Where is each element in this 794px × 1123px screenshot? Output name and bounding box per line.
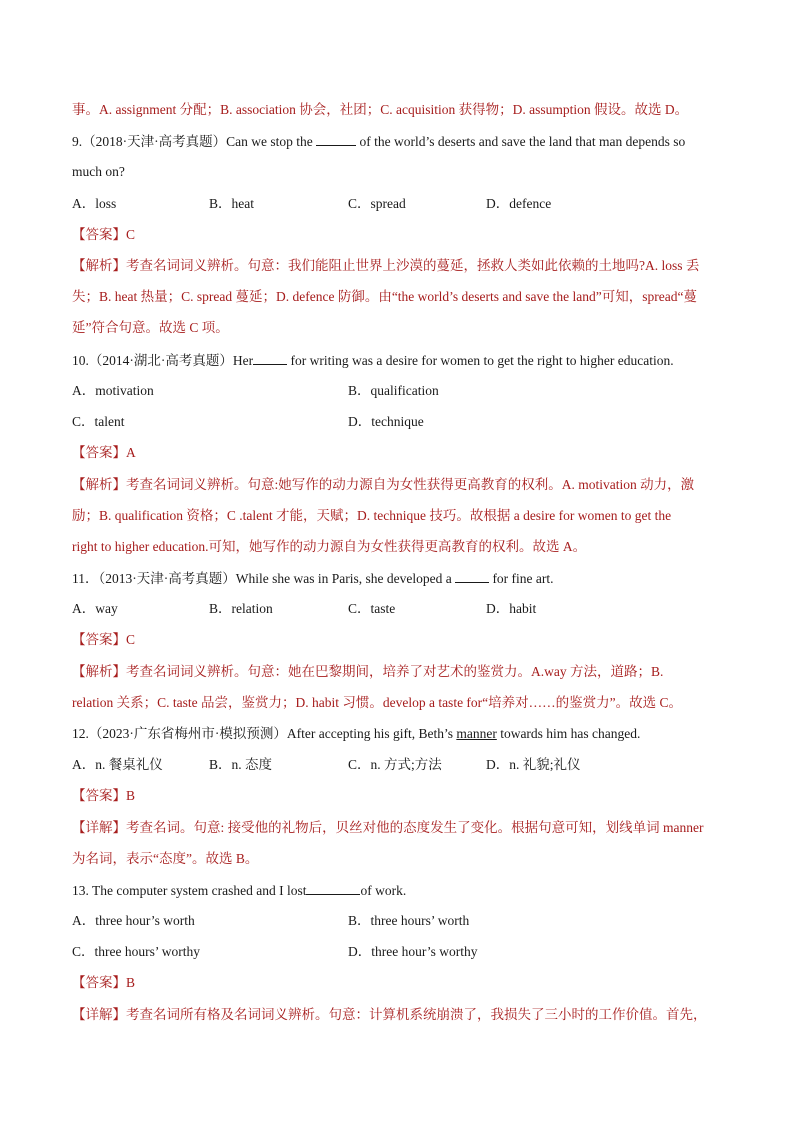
- q13-options-row2: [72, 942, 724, 962]
- q10-answer: 【答案】A: [72, 445, 136, 460]
- q13-options-row1: [72, 911, 724, 931]
- q11-stem: 11．（2013·天津·高考真题）While she was in Paris, she developed a for fine art.: [72, 568, 554, 589]
- q10-explanation-3: right to higher education.可知，她写作的动力源自为女性获得更高教育的权利。故选 A。: [72, 539, 587, 554]
- underlined-word: manner: [456, 726, 497, 741]
- q10-options-row1: [72, 381, 724, 401]
- q11-explanation: 【解析】考查名词词义辨析。句意：她在巴黎期间，培养了对艺术的鉴赏力。A.way 方法，道路；B.: [72, 664, 664, 679]
- option-a: A．way: [72, 601, 118, 616]
- q12-explanation: 【详解】考查名词。句意: 接受他的礼物后，贝丝对他的态度发生了变化。根据句意可知，划线单词 manner: [72, 820, 704, 835]
- option-b: B．heat: [209, 196, 254, 211]
- option-b: B．qualification: [348, 383, 439, 398]
- option-c: C．taste: [348, 601, 396, 616]
- option-d: D．habit: [486, 601, 537, 616]
- option-c: C．talent: [72, 414, 125, 429]
- q9-answer: 【答案】C: [72, 227, 136, 242]
- q9-explanation-2: 失；B. heat 热量；C. spread 蔓延；D. defence 防御。由“the world’s deserts and save the land”可知，spread“蔓: [72, 289, 697, 304]
- option-c: C．n. 方式;方法: [348, 757, 442, 772]
- option-a: A．loss: [72, 196, 117, 211]
- answer-blank: [253, 350, 287, 365]
- answer-blank: [306, 880, 360, 895]
- q12-options: [72, 755, 724, 775]
- q9-options: [72, 194, 724, 214]
- option-d: D．defence: [486, 196, 552, 211]
- q12-answer: 【答案】B: [72, 788, 136, 803]
- q10-explanation-2: 励；B. qualification 资格；C .talent 才能，天赋；D. technique 技巧。故根据 a desire for women to get the: [72, 508, 672, 523]
- q11-explanation-2: relation 关系；C. taste 品尝，鉴赏力；D. habit 习惯。develop a taste for“培养对……的鉴赏力”。故选 C。: [72, 695, 683, 710]
- answer-blank: [455, 568, 489, 583]
- q11-answer: 【答案】C: [72, 632, 136, 647]
- option-b: B．relation: [209, 601, 273, 616]
- answer-blank: [316, 131, 356, 146]
- q9-explanation: 【解析】考查名词词义辨析。句意：我们能阻止世界上沙漠的蔓延，拯救人类如此依赖的土地吗?A. loss 丢: [72, 258, 700, 273]
- q12-explanation-2: 为名词，表示“态度”。故选 B。: [72, 851, 259, 866]
- q11-options: [72, 599, 724, 619]
- option-c: C．three hours’ worthy: [72, 944, 200, 959]
- option-a: A．three hour’s worth: [72, 913, 195, 928]
- q12-stem: 12.（2023·广东省梅州市·模拟预测）After accepting his gift, Beth’s manner towards him has changed.: [72, 726, 641, 741]
- option-d: D．three hour’s worthy: [348, 944, 478, 959]
- option-c: C．spread: [348, 196, 406, 211]
- q9-explanation-3: 延”符合句意。故选 C 项。: [72, 320, 229, 335]
- q8-explanation-tail: 事。A. assignment 分配；B. association 协会，社团；C. acquisition 获得物；D. assumption 假设。故选 D。: [72, 102, 689, 117]
- q10-stem: 10.（2014·湖北·高考真题）Her for writing was a desire for women to get the right to higher education.: [72, 350, 674, 371]
- option-d: D．technique: [348, 414, 424, 429]
- q13-stem: 13. The computer system crashed and I lost of work.: [72, 880, 406, 901]
- q10-options-row2: [72, 412, 724, 432]
- q9-stem-cont: much on?: [72, 164, 125, 179]
- option-b: B．n. 态度: [209, 757, 273, 772]
- q10-explanation: 【解析】考查名词词义辨析。句意:她写作的动力源自为女性获得更高教育的权利。A. motivation 动力，激: [72, 477, 695, 492]
- option-a: A．motivation: [72, 383, 154, 398]
- option-a: A．n. 餐桌礼仪: [72, 757, 163, 772]
- option-b: B．three hours’ worth: [348, 913, 470, 928]
- q13-explanation: 【详解】考查名词所有格及名词词义辨析。句意：计算机系统崩溃了，我损失了三小时的工作价值。首先，: [72, 1007, 707, 1022]
- option-d: D．n. 礼貌;礼仪: [486, 757, 581, 772]
- q9-stem: 9.（2018·天津·高考真题）Can we stop the of the world’s deserts and save the land that man depends so: [72, 131, 685, 152]
- q13-answer: 【答案】B: [72, 975, 136, 990]
